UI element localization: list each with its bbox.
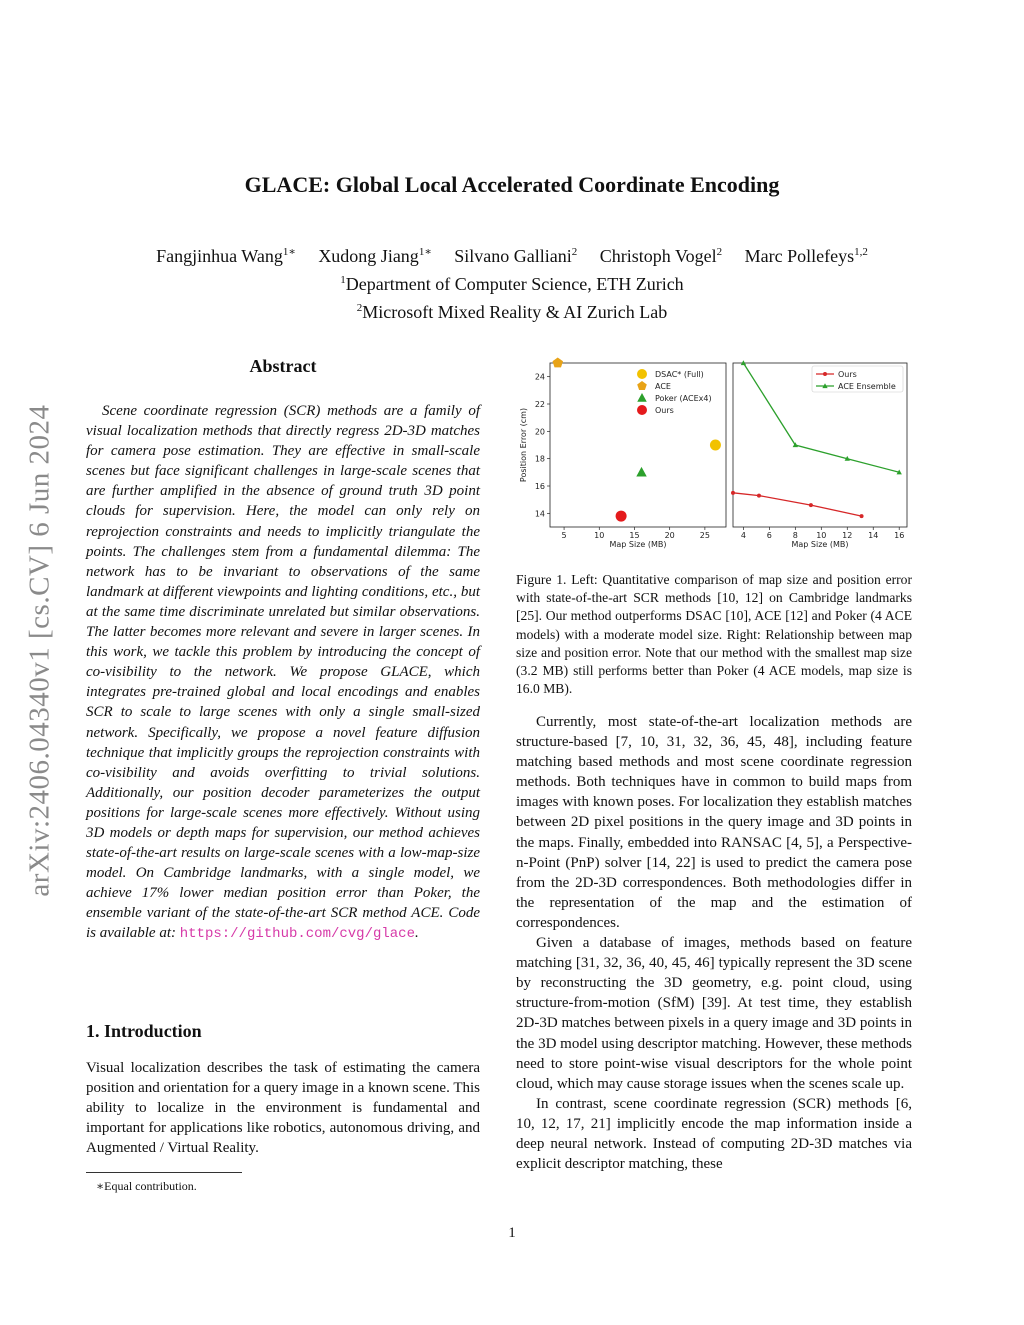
legend-label: Poker (ACEx4): [655, 394, 712, 403]
legend-label: ACE: [655, 382, 671, 391]
author-name: Marc Pollefeys: [744, 246, 855, 266]
x-tick-label: 15: [629, 531, 640, 540]
data-point: [731, 491, 735, 495]
author: [156, 246, 296, 266]
x-tick-label: 4: [740, 531, 746, 540]
y-tick-label: 16: [534, 482, 545, 491]
data-point: [809, 503, 813, 507]
paper-title: GLACE: Global Local Accelerated Coordinate Encoding: [244, 172, 780, 197]
author: [745, 246, 868, 266]
right-chart: [731, 360, 907, 549]
arxiv-identifier-text: arXiv:2406.04340v1 [cs.CV] 6 Jun 2024: [23, 403, 56, 897]
series-line: [733, 493, 862, 516]
y-axis-label: Position Error (cm): [519, 407, 528, 483]
affiliation-text: Microsoft Mixed Reality & AI Zurich Lab: [362, 302, 668, 322]
page-number: 1: [508, 1225, 516, 1241]
data-point: [616, 511, 627, 522]
body-paragraph: Given a database of images, methods based on feature matching [31, 32, 36, 40, 45, 46] typically represent the 3D scene by reconstructing the 3D geometry, e.g. point cloud, using structure-from-motion (SfM) [39]. At test time, they establish 2D-3D matches between pixels in a query image and 3D points in the 3D model using descriptor matching. However, these methods need to store point-wise visual descriptors for the whole point cloud, which may cause storage issues when the scenes scale up.: [516, 935, 912, 1092]
legend-label: Ours: [655, 406, 674, 415]
author: [318, 246, 431, 266]
x-tick-label: 6: [766, 531, 772, 540]
footnote-divider: [86, 1172, 242, 1173]
author-block: [0, 240, 1024, 324]
body-paragraph: Currently, most state-of-the-art localization methods are structure-based [7, 10, 31, 32, 36, 45, 48], including feature matching based methods and most scene coordinate regression methods. Both techniques have in common to build maps from images with known poses. For localization they establish matches between 2D pixel positions in the query image and 3D points in the maps. Finally, embedded into RANSAC [4, 5], a Perspective-n-Point (PnP) solver [14, 22] is used to predict the camera pose from the 2D-3D correspondences. Both methodologies differ in the representation of the map and the estimation of correspondences.: [516, 714, 912, 931]
author-affiliation-mark: 1∗: [418, 246, 432, 258]
left-chart: [519, 358, 726, 550]
arxiv-identifier: [18, 370, 62, 930]
code-link[interactable]: https://github.com/cvg/glace: [179, 926, 415, 943]
x-tick-label: 10: [816, 531, 827, 540]
author-name: Fangjinhua Wang: [156, 246, 283, 266]
legend-marker: [637, 405, 647, 415]
affiliation-text: Department of Computer Science, ETH Zurich: [345, 274, 684, 294]
legend-label: Ours: [838, 370, 857, 379]
figure-1: [516, 355, 912, 555]
affiliation: [0, 296, 1024, 324]
author-name: Christoph Vogel: [599, 246, 717, 266]
figure-1-charts: [516, 355, 912, 555]
x-tick-label: 5: [561, 531, 567, 540]
author-affiliation-mark: 2: [571, 246, 578, 258]
data-point: [757, 494, 761, 498]
intro-paragraph: Visual localization describes the task of estimating the camera position and orientation for a query image in a known scene. This ability to localize in the environment is fundamental and important for applications like robotics, autonomous driving, and Augmented / Virtual Reality.: [86, 1060, 480, 1157]
author-name: Xudong Jiang: [318, 246, 419, 266]
legend-marker: [637, 381, 647, 390]
abstract-heading: Abstract: [249, 356, 317, 376]
chart-legend: [637, 369, 712, 415]
x-tick-label: 12: [842, 531, 853, 540]
author-list: [0, 240, 1024, 268]
abstract-body: [86, 401, 480, 945]
legend-marker: [637, 393, 647, 402]
author-affiliation-mark: 1,2: [854, 246, 868, 258]
affiliation-mark: 1: [340, 274, 346, 286]
author-affiliation-mark: 1∗: [282, 246, 296, 258]
data-point: [710, 440, 721, 451]
section-heading-introduction: 1. Introduction: [86, 1021, 202, 1041]
abstract-end: .: [415, 925, 419, 942]
data-point: [553, 358, 564, 368]
y-tick-label: 14: [534, 509, 545, 519]
author: [454, 246, 577, 266]
y-tick-label: 22: [534, 400, 545, 409]
y-tick-label: 20: [534, 427, 545, 437]
author: [600, 246, 722, 266]
chart-legend: [812, 366, 903, 392]
y-tick-label: 18: [534, 454, 545, 464]
affiliation: [0, 268, 1024, 296]
abstract-text: Scene coordinate regression (SCR) methods are a family of visual localization methods that directly regress 2D-3D matches for camera pose estimation. They are effective in small-scale scenes but face significant challenges in large-scale scenes that are further amplified in the absence of ground truth 3D point clouds for supervision. Here, the model can only rely on reprojection constraints and needs to implicitly triangulate the points. The challenges stem from a fundamental dilemma: The network has to be invariant to observations of the same landmark at different viewpoints and lighting conditions, etc., but at the same time discriminate unrelated but similar observations. The latter becomes more relevant and severe in larger scenes. In this work, we tackle this problem by introducing the concept of co-visibility to the network. We propose GLACE, which integrates pre-trained global and local encodings and enables SCR to scale to large scenes with only a single small-sized network. Specifically, we propose a novel feature diffusion technique that implicitly groups the reprojection constraints with co-visibility and avoids overfitting to trivial solutions. Additionally, our position decoder parameterizes the output positions for large-scale scenes more effectively. Without using 3D models or depth maps for supervision, our method achieves state-of-the-art results on large-scale scenes with a low-map-size model. On Cambridge landmarks, with a single model, we achieve 17% lower median position error than Poker, the ensemble variant of the state-of-the-art SCR method ACE. Code is available at:: [86, 403, 480, 942]
affiliation-mark: 2: [356, 302, 363, 314]
legend-marker: [823, 372, 827, 376]
legend-marker: [637, 369, 647, 379]
x-tick-label: 20: [664, 531, 675, 540]
x-tick-label: 8: [792, 531, 798, 540]
x-tick-label: 25: [699, 531, 710, 540]
legend-label: ACE Ensemble: [838, 382, 896, 391]
legend-label: DSAC* (Full): [655, 370, 704, 379]
right-column-text: [516, 712, 912, 1174]
plot-frame: [550, 363, 726, 527]
data-point: [636, 467, 646, 477]
author-affiliation-mark: 2: [716, 246, 723, 258]
body-paragraph: In contrast, scene coordinate regression (SCR) methods [6, 10, 12, 17, 21] implicitly encode the map information inside a deep neural network. Instead of computing 2D-3D matches via explicit descriptor matching, these: [516, 1095, 912, 1173]
data-point: [860, 514, 864, 518]
x-axis-label: Map Size (MB): [609, 540, 667, 549]
footnote: ∗Equal contribution.: [96, 1179, 197, 1193]
x-tick-label: 10: [594, 531, 605, 540]
y-tick-label: 24: [534, 372, 545, 382]
x-tick-label: 14: [868, 531, 879, 540]
figure-caption: Figure 1. Left: Quantitative comparison of map size and position error with state-of-the-art SCR methods [10, 12] on Cambridge landmarks [25]. Our method outperforms DSAC [10], ACE [12] and Poker (4 ACE models) with a moderate model size. Right: Relationship between map size and position error. Note that our method with the smallest map size (3.2 MB) still performs better than Poker (4 ACE models, map size is 16.0 MB).: [516, 572, 912, 697]
x-axis-label: Map Size (MB): [791, 540, 849, 549]
author-name: Silvano Galliani: [454, 246, 572, 266]
x-tick-label: 16: [894, 531, 905, 540]
